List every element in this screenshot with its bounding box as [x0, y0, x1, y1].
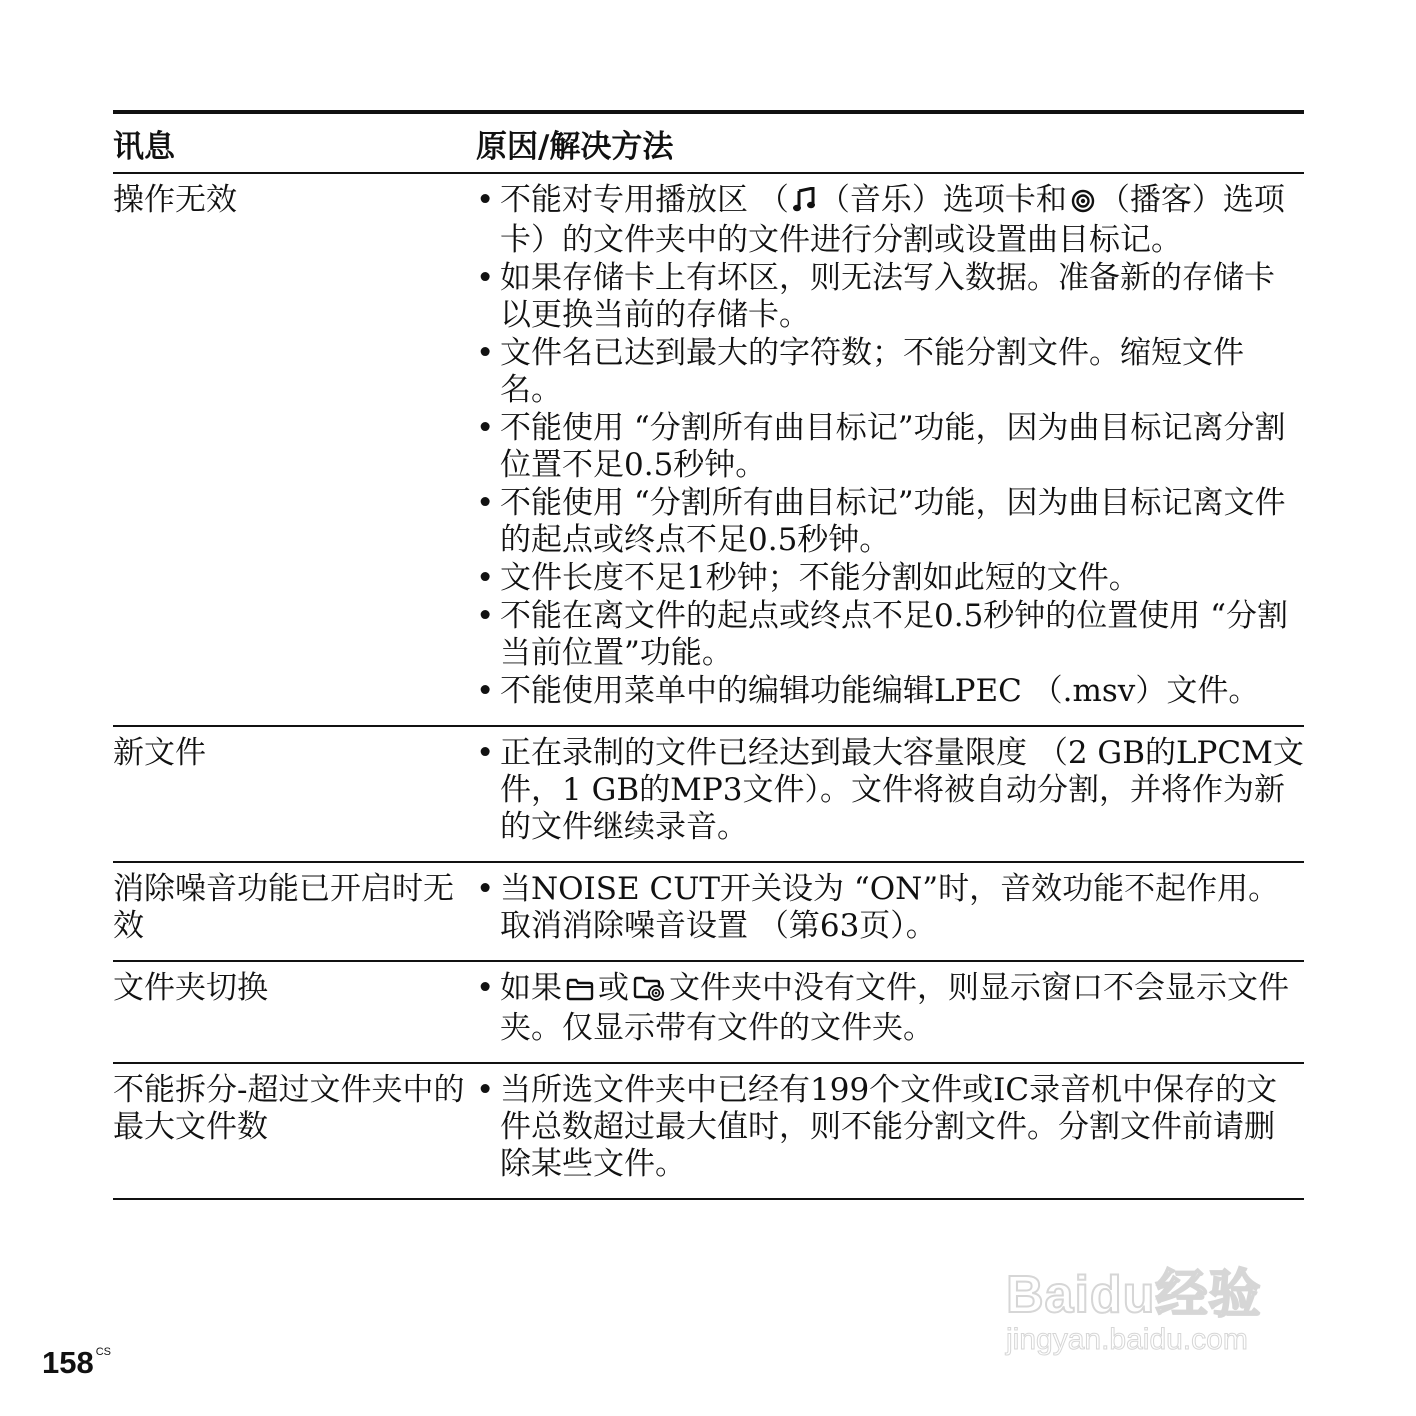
- list-item: • 文件名已达到最大的字符数；不能分割文件。缩短文件名。: [476, 335, 1304, 409]
- table-row: [113, 962, 1304, 1064]
- list-item: • 如果存储卡上有坏区，则无法写入数据。准备新的存储卡以更换当前的存储卡。: [476, 260, 1304, 334]
- list-item: • 不能对专用播放区 （ （音乐）选项卡和 （播客）选项卡）的文件夹中的文件进行分割或设置曲目标记。: [476, 182, 1304, 259]
- header-cause-solution: 原因/解决方法: [476, 128, 674, 165]
- message-cell: 文件夹切换: [113, 970, 268, 1006]
- message-cell: 新文件: [113, 735, 206, 771]
- cause-cell: [476, 871, 1304, 946]
- table-row: [113, 174, 1304, 727]
- table-row: [113, 863, 1304, 962]
- list-item: • 文件长度不足1秒钟；不能分割如此短的文件。: [476, 560, 1304, 597]
- list-item: • 当所选文件夹中已经有199个文件或IC录音机中保存的文件总数超过最大值时，则不能分割文件。分割文件前请删除某些文件。: [476, 1072, 1304, 1183]
- watermark-url: jingyan.baidu.com: [1006, 1323, 1248, 1356]
- page-number: 158 $^{CS}$: [42, 1345, 112, 1380]
- table-header: [113, 114, 1304, 174]
- cause-cell: [476, 735, 1304, 847]
- watermark-logo: Baidu经验: [1006, 1266, 1262, 1324]
- page-lang-code: CS: [95, 1346, 112, 1358]
- table-row: [113, 1064, 1304, 1200]
- list-item: • 正在录制的文件已经达到最大容量限度 （2 GB的LPCM文件，1 GB的MP3文件）。文件将被自动分割，并将作为新的文件继续录音。: [476, 735, 1304, 846]
- list-item: • 不能使用 “分割所有曲目标记”功能，因为曲目标记离分割位置不足0.5秒钟。: [476, 410, 1304, 484]
- message-cell: 消除噪音功能已开启时无效: [113, 871, 454, 944]
- list-item: • 如果 或 文件夹中没有文件，则显示窗口不会显示文件夹。仅显示带有文件的文件夹。: [476, 970, 1304, 1047]
- podcast-folder-icon: [633, 973, 665, 1010]
- message-cell: 不能拆分-超过文件夹中的最大文件数: [113, 1072, 465, 1145]
- cause-cell: [476, 970, 1304, 1048]
- list-item: • 当NOISE CUT开关设为 “ON”时，音效功能不起作用。取消消除噪音设置 （第63页）。: [476, 871, 1304, 945]
- header-message: 讯息: [113, 128, 175, 165]
- message-cell: 操作无效: [113, 182, 237, 218]
- music-note-icon: [793, 185, 815, 222]
- list-item: • 不能使用 “分割所有曲目标记”功能，因为曲目标记离文件的起点或终点不足0.5秒钟。: [476, 485, 1304, 559]
- watermark: [1006, 1252, 1336, 1362]
- folder-icon: [566, 973, 594, 1010]
- cause-cell: [476, 182, 1304, 711]
- table-row: [113, 727, 1304, 863]
- cause-cell: [476, 1072, 1304, 1184]
- list-item: • 不能使用菜单中的编辑功能编辑LPEC （.msv）文件。: [476, 673, 1304, 710]
- message-table: [113, 110, 1304, 1200]
- list-item: • 不能在离文件的起点或终点不足0.5秒钟的位置使用 “分割当前位置”功能。: [476, 598, 1304, 672]
- podcast-icon: [1071, 185, 1095, 222]
